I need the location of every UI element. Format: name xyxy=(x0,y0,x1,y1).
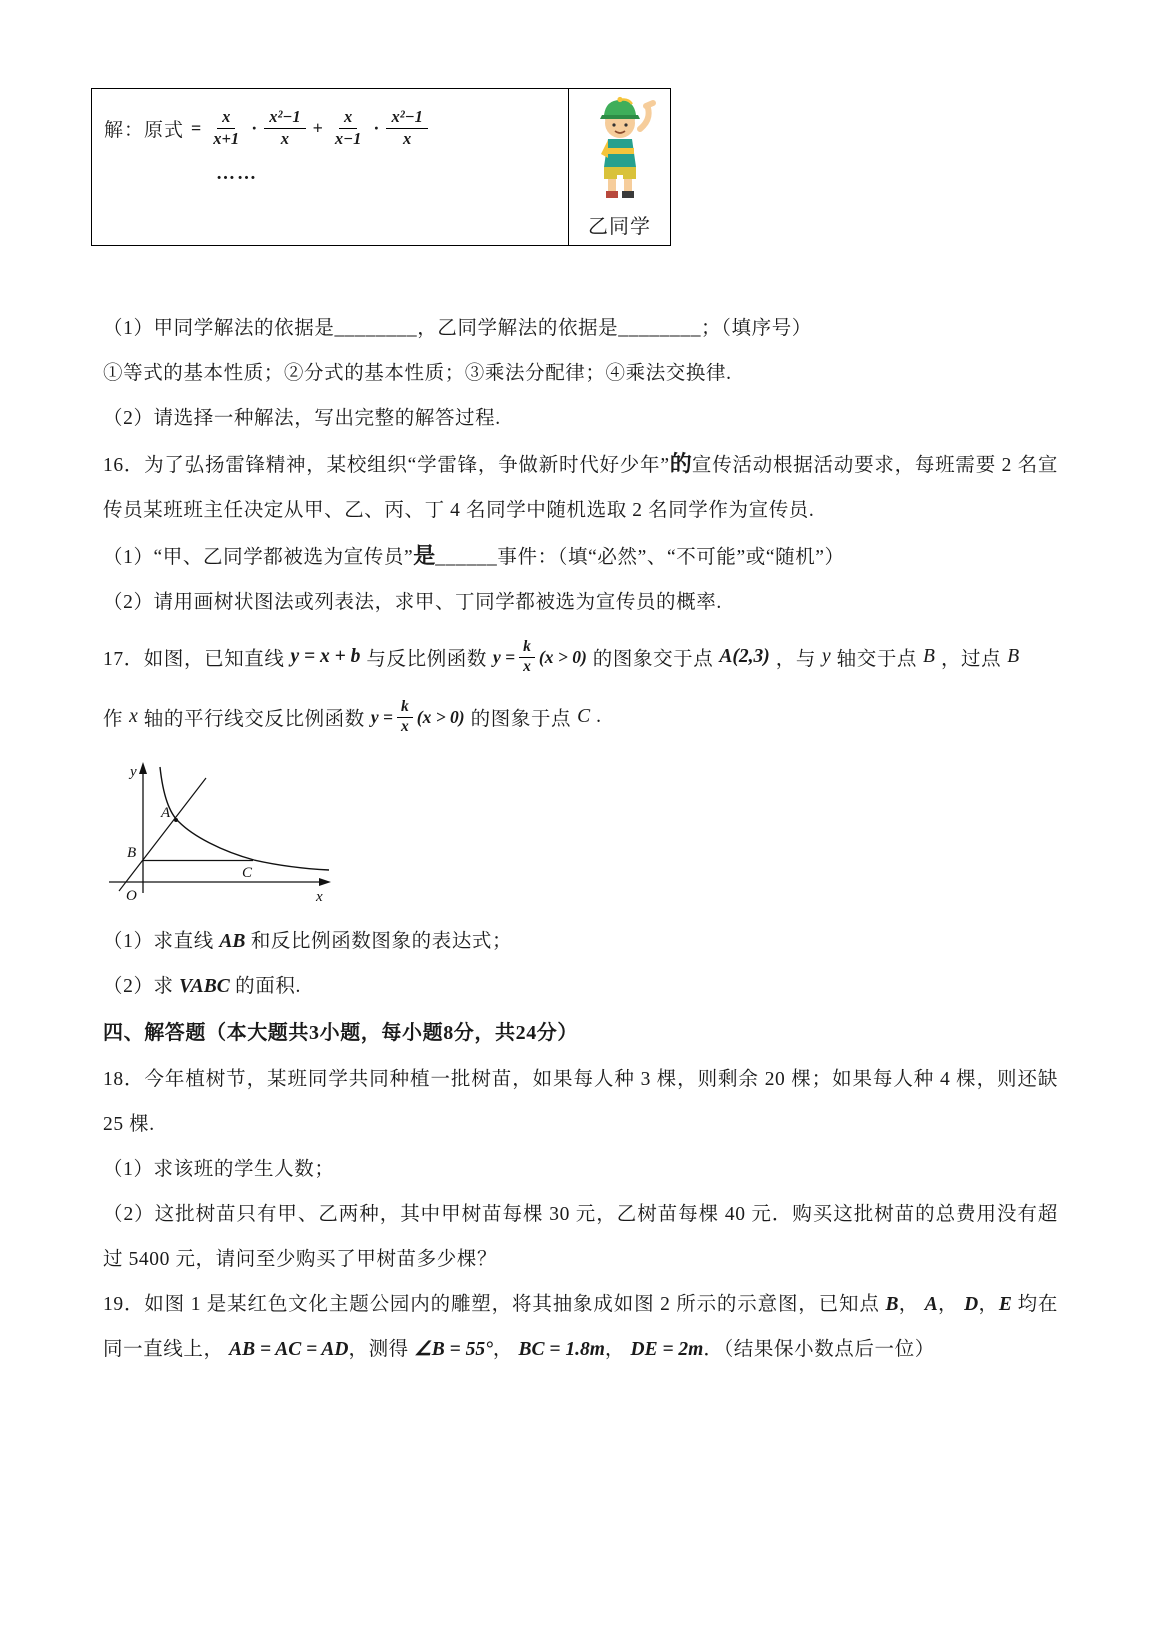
q16-part1-a: （1）“甲、乙同学都被选为宣传员” xyxy=(103,547,414,568)
fraction-k-over-x xyxy=(519,638,535,676)
q17-figure xyxy=(103,757,1058,913)
q16-stem-b: 宣传活动根据活动要求，每班需要 2 名宣传员某班班主任决定从甲、乙、丙、丁 4 名同学中随机选取 2 名同学作为宣传员. xyxy=(103,455,1058,521)
q17-fn-pre: y = xyxy=(493,646,516,667)
fraction-2 xyxy=(264,107,305,149)
section-4-heading: 四、解答题（本大题共3小题，每小题8分，共24分） xyxy=(103,1022,578,1044)
q16-stem-bold: 的 xyxy=(669,451,692,476)
solution-line xyxy=(104,107,562,149)
q19-text: ．（结果保小数点后一位） xyxy=(703,1339,935,1360)
q17-text: 的图象于点 xyxy=(470,709,572,730)
q19-angle-B: ∠B = 55° xyxy=(414,1339,493,1360)
q17-fn-domain: (x > 0) xyxy=(416,706,465,727)
denominator: x−1 xyxy=(334,128,362,148)
q16-part1 xyxy=(103,533,1058,580)
denominator: x xyxy=(401,717,409,735)
q17-stem-line2 xyxy=(103,689,1058,745)
q17-fn-domain: (x > 0) xyxy=(538,646,587,667)
fraction-k-over-x xyxy=(397,698,413,736)
q17-triangle-ABC: VABC xyxy=(179,976,230,997)
y-axis-label: y xyxy=(130,764,137,780)
student-b-illustration xyxy=(580,95,660,201)
student-b-label: 乙同学 xyxy=(588,216,651,238)
denominator: x xyxy=(280,128,290,148)
q17-fn-pre: y = xyxy=(370,706,393,727)
q17-part2-a: （2）求 xyxy=(103,976,180,997)
q17-part2-b: 的面积. xyxy=(229,976,301,997)
q17-line-equation: y = x + b xyxy=(290,646,361,667)
q19-point-A: A xyxy=(924,1294,938,1315)
q19-length-BC: BC = 1.8m xyxy=(518,1339,605,1360)
point-A-dot xyxy=(174,818,178,822)
fraction-3 xyxy=(330,107,367,149)
q19-text: 19．如图 1 是某红色文化主题公园内的雕塑，将其抽象成如图 2 所示的示意图，已知点 xyxy=(103,1294,886,1315)
q17-part1-a: （1）求直线 xyxy=(103,931,220,952)
line-AB xyxy=(119,778,206,891)
numerator: k xyxy=(519,638,535,658)
numerator: x²−1 xyxy=(264,107,305,129)
student-b-panel xyxy=(568,89,670,245)
q17-point-C: C xyxy=(577,706,591,727)
plus-operator: + xyxy=(312,117,323,138)
denominator: x xyxy=(403,128,412,148)
dot-operator: · xyxy=(251,117,258,138)
q19-text: 均在同一直线上， xyxy=(103,1294,1059,1360)
solution-box xyxy=(91,88,671,246)
denominator: x xyxy=(523,657,531,675)
q17-point-A: A(2,3) xyxy=(719,646,770,667)
q19-stem xyxy=(103,1282,1058,1372)
q19-point-D: D xyxy=(964,1294,979,1315)
q17-var-y: y xyxy=(821,646,831,667)
dot-operator: · xyxy=(373,117,380,138)
q15-part2: （2）请选择一种解法，写出完整的解答过程. xyxy=(103,408,501,429)
solution-formula xyxy=(92,89,568,245)
numerator: x xyxy=(339,107,357,129)
numerator: k xyxy=(397,698,413,718)
q18-part1: （1）求该班的学生人数； xyxy=(103,1159,335,1180)
point-C-label: C xyxy=(242,865,253,881)
q17-text: ，与 xyxy=(775,649,816,670)
point-B-label: B xyxy=(127,845,137,861)
denominator: x+1 xyxy=(213,128,240,148)
q17-var-x: x xyxy=(129,706,138,727)
q17-segment-AB: AB xyxy=(219,931,246,952)
q17-text: 作 xyxy=(103,709,124,730)
q17-graph xyxy=(103,757,338,909)
q16-stem xyxy=(103,441,1058,533)
point-A-label: A xyxy=(161,805,171,821)
q17-text: 与反比例函数 xyxy=(366,649,488,670)
q19-length-DE: DE = 2m xyxy=(630,1339,704,1360)
x-axis-label: x xyxy=(316,889,323,905)
ellipsis: …… xyxy=(216,163,258,185)
solution-label: 解：原式 xyxy=(104,119,185,141)
numerator: x²−1 xyxy=(386,107,427,129)
fraction-4 xyxy=(386,107,427,149)
q19-sep: ， xyxy=(978,1294,999,1315)
q17-part1-b: 和反比例函数图象的表达式； xyxy=(245,931,513,952)
q16-stem-a: 16．为了弘扬雷锋精神，某校组织“学雷锋，争做新时代好少年” xyxy=(103,455,670,476)
q17-inverse-function xyxy=(371,698,465,736)
equals-sign: = xyxy=(191,117,202,138)
q17-text: 轴交于点 xyxy=(836,649,918,670)
q19-point-E: E xyxy=(998,1294,1012,1315)
q17-point-B: B xyxy=(1007,646,1020,667)
q17-inverse-function xyxy=(493,638,587,676)
q19-sep: ， xyxy=(898,1294,925,1315)
q17-text: 17．如图，已知直线 xyxy=(103,649,285,670)
q18-stem: 18．今年植树节，某班同学共同种植一批树苗，如果每人种 3 棵，则剩余 20 棵；如果每人种 4 棵，则还缺 25 棵. xyxy=(103,1069,1058,1135)
q19-sep: ， xyxy=(604,1339,631,1360)
q17-text: 轴的平行线交反比例函数 xyxy=(143,709,365,730)
x-axis-arrow xyxy=(319,878,331,886)
hyperbola-curve xyxy=(160,767,329,870)
q17-text: . xyxy=(596,706,602,727)
y-axis-arrow xyxy=(139,762,147,774)
q18-part2: （2）这批树苗只有甲、乙两种，其中甲树苗每棵 30 元，乙树苗每棵 40 元．购买这批树苗的总费用没有超过 5400 元，请问至少购买了甲树苗多少棵？ xyxy=(103,1204,1058,1270)
q19-sep: ， xyxy=(492,1339,519,1360)
q17-stem-line1 xyxy=(103,625,1058,689)
q16-part1-bold: 是 xyxy=(413,543,436,568)
q17-text: 的图象交于点 xyxy=(592,649,714,670)
numerator: x xyxy=(217,107,235,129)
q19-point-B: B xyxy=(885,1294,899,1315)
q17-text: ，过点 xyxy=(940,649,1002,670)
q17-part2 xyxy=(103,964,1058,1009)
origin-label: O xyxy=(126,888,137,904)
q17-part1 xyxy=(103,919,1058,964)
fraction-1 xyxy=(208,107,244,149)
q17-point-B: B xyxy=(923,646,935,667)
q19-sep: ， xyxy=(937,1294,965,1315)
q19-equal-segments: AB = AC = AD xyxy=(229,1339,349,1360)
q15-part1: （1）甲同学解法的依据是________，乙同学解法的依据是________；（填序号） xyxy=(103,318,812,339)
q15-options: ①等式的基本性质；②分式的基本性质；③乘法分配律；④乘法交换律. xyxy=(103,363,732,384)
q19-text: ，测得 xyxy=(348,1339,415,1360)
q16-part2: （2）请用画树状图法或列表法，求甲、丁同学都被选为宣传员的概率. xyxy=(103,592,722,613)
q16-part1-b: ______事件：（填“必然”、“不可能”或“随机”） xyxy=(435,547,845,568)
